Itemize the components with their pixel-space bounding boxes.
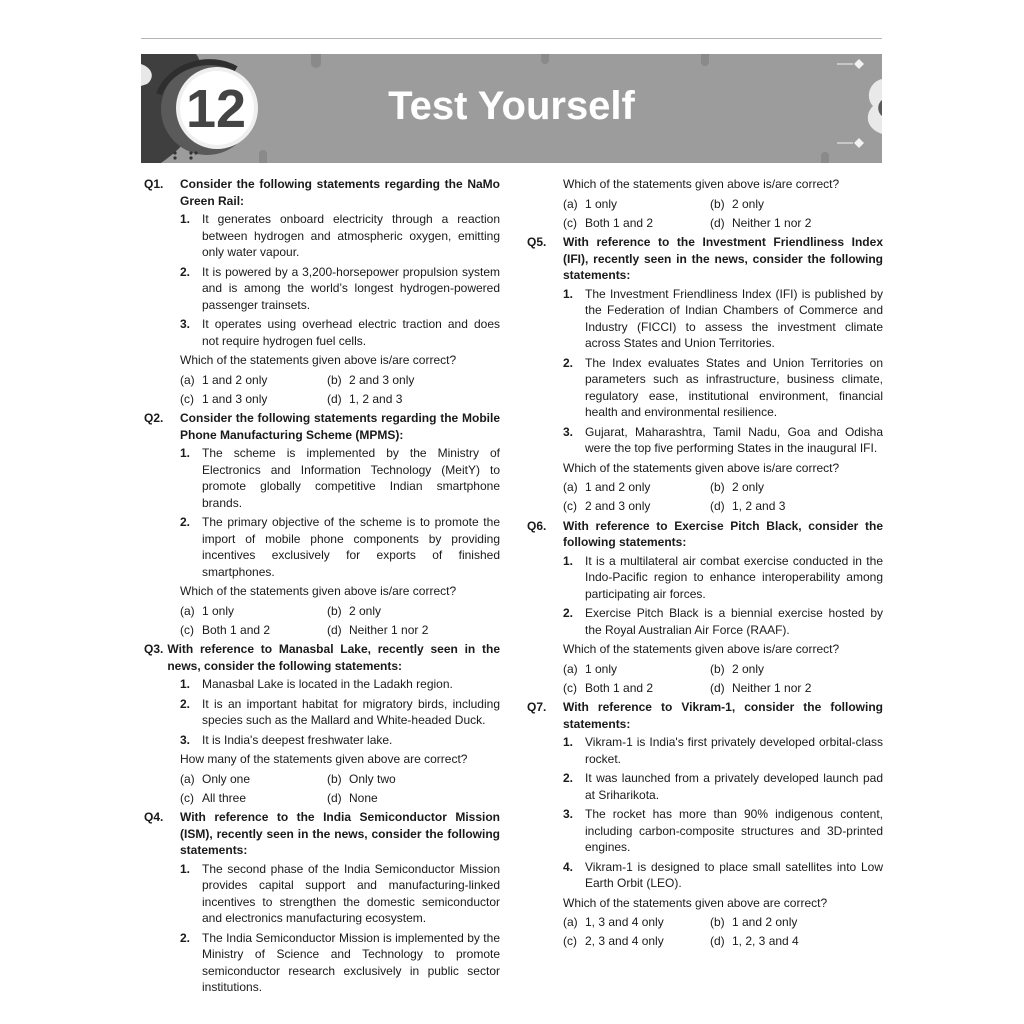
option-letter: (d) [710, 934, 725, 948]
question-block [144, 809, 500, 996]
statement-text: Gujarat, Maharashtra, Tamil Nadu, Goa and Odisha were the top five performing States in the inaugural IFI. [585, 424, 883, 455]
question-block [144, 641, 500, 806]
option-letter: (a) [563, 915, 578, 929]
statement-number: 2. [180, 696, 191, 711]
option-text: 1 and 2 only [202, 372, 268, 387]
option-letter: (b) [327, 372, 342, 387]
statement-text: Exercise Pitch Black is a biennial exercise hosted by the Royal Australian Air Force (RAAF). [585, 606, 883, 637]
option-text: 1 only [585, 196, 618, 211]
statement-number: 2. [180, 264, 191, 279]
option-letter: (c) [180, 622, 194, 637]
option-letter: (a) [180, 603, 195, 618]
statement-text: Vikram-1 is India's first privately developed orbital-class rocket. [585, 735, 883, 766]
statement-number: 3. [180, 732, 191, 747]
option-text: 2 only [732, 661, 765, 676]
option-text: 1, 2, 3 and 4 [732, 934, 799, 948]
answer-option [563, 215, 710, 232]
option-letter: (c) [563, 499, 577, 513]
option-letter: (c) [563, 215, 577, 230]
statement [180, 211, 500, 261]
option-letter: (b) [327, 603, 342, 618]
option-letter: (c) [180, 391, 194, 406]
option-letter: (d) [710, 680, 725, 695]
statement-number: 4. [563, 859, 574, 874]
statement [563, 355, 883, 421]
statement [563, 605, 883, 638]
question-number: Q5. [527, 235, 547, 249]
question-prompt: Which of the statements given above is/are correct? [563, 642, 840, 656]
statement [180, 930, 500, 996]
question-stem [144, 410, 500, 443]
question-stem [527, 699, 883, 732]
answer-options [563, 479, 883, 515]
option-text: 1 only [585, 661, 618, 676]
question-stem [144, 641, 500, 674]
answer-option [327, 790, 500, 807]
question-number: Q3. [144, 642, 164, 656]
statement-text: The primary objective of the scheme is to promote the import of mobile phone components by providing incentives exclusively for exports of finished smartphones. [202, 515, 500, 579]
statement [563, 553, 883, 603]
question-text: With reference to the India Semiconductor Mission (ISM), recently seen in the news, consider the following statements: [180, 810, 500, 857]
answer-option [180, 391, 327, 408]
option-text: 1, 3 and 4 only [585, 915, 664, 929]
answer-option [710, 933, 883, 950]
statement-number: 2. [563, 355, 574, 370]
option-text: 1, 2 and 3 [732, 499, 786, 513]
option-letter: (c) [563, 680, 577, 695]
option-letter: (d) [710, 215, 725, 230]
answer-options [563, 914, 883, 950]
option-text: 1 and 3 only [202, 391, 268, 406]
statement [563, 424, 883, 457]
question-block [527, 518, 883, 697]
question-prompt: Which of the statements given above is/are correct? [180, 353, 457, 367]
statement-text: It is powered by a 3,200-horsepower propulsion system and is among the world’s longest hydrogen-powered passenger trainsets. [202, 264, 500, 312]
answer-option [327, 391, 500, 408]
option-letter: (b) [710, 915, 725, 929]
statement-text: It is an important habitat for migratory birds, including species such as the Mallard and White-headed Duck. [202, 696, 500, 727]
answer-option [180, 771, 327, 788]
question-stem [144, 176, 500, 209]
question-prompt: Which of the statements given above is/are correct? [563, 460, 840, 475]
statement [180, 861, 500, 927]
answer-option [327, 603, 500, 620]
answer-option [180, 790, 327, 807]
statement-text: The scheme is implemented by the Ministry of Electronics and Information Technology (MeitY) to promote globally competitive Indian smartphone brands. [202, 446, 500, 510]
answer-option [563, 479, 710, 496]
question-text: With reference to Vikram-1, consider the following statements: [563, 700, 883, 731]
statement-number: 1. [180, 677, 191, 691]
statement-text: Manasbal Lake is located in the Ladakh region. [202, 677, 453, 691]
option-letter: (b) [710, 661, 725, 676]
answer-options [563, 661, 883, 697]
statement-text: The second phase of the India Semiconductor Mission provides capital support and manufacturing-linked incentives to strengthen the domestic semiconductor and electronics manufacturing ecosystem. [202, 861, 500, 925]
option-letter: (c) [180, 790, 194, 805]
option-text: 1 and 2 only [732, 915, 798, 929]
statement-number: 1. [180, 212, 191, 226]
statement-number: 1. [563, 286, 574, 301]
option-text: None [349, 790, 378, 805]
answer-option [710, 661, 883, 678]
answer-option [710, 196, 883, 213]
statement-text: It generates onboard electricity through a reaction between hydrogen and atmospheric oxygen, emitting only water vapour. [202, 212, 500, 259]
statement [180, 732, 500, 749]
left-column [144, 176, 500, 999]
option-text: Neither 1 nor 2 [732, 680, 812, 695]
statement [563, 286, 883, 352]
option-letter: (d) [327, 790, 342, 805]
statement-text: The Index evaluates States and Union Territories on parameters such as infrastructure, business climate, regulatory ease, institutional environment, financial health and environmental resilience. [585, 355, 883, 419]
option-text: 1, 2 and 3 [349, 391, 403, 406]
statement-number: 1. [563, 735, 574, 749]
statement [180, 514, 500, 580]
statement [180, 696, 500, 729]
option-text: Neither 1 nor 2 [349, 622, 429, 637]
question-text: Consider the following statements regarding the NaMo Green Rail: [180, 177, 500, 208]
statement-text: The Investment Friendliness Index (IFI) is published by the Federation of Indian Chambers of Commerce and Industry (FICCI) to assess the investment climate across States and Union Territories. [585, 286, 883, 350]
option-letter: (a) [180, 372, 195, 387]
answer-option [327, 372, 500, 389]
question-stem [144, 809, 500, 859]
statement [180, 316, 500, 349]
option-letter: (a) [563, 196, 578, 211]
question-block [527, 176, 883, 231]
answer-option [710, 215, 883, 232]
option-letter: (d) [710, 499, 725, 513]
question-number: Q1. [144, 177, 164, 191]
statement [563, 859, 883, 892]
statement-number: 1. [563, 553, 574, 568]
answer-option [327, 622, 500, 639]
statement [180, 445, 500, 511]
answer-option [710, 914, 883, 931]
question-text: With reference to Exercise Pitch Black, consider the following statements: [563, 518, 883, 549]
statement [180, 676, 500, 693]
option-text: Neither 1 nor 2 [732, 215, 812, 230]
question-block [527, 699, 883, 950]
statement [563, 806, 883, 856]
statement-text: It was launched from a privately developed launch pad at Sriharikota. [585, 771, 883, 802]
question-text: With reference to Manasbal Lake, recently seen in the news, consider the following statements: [167, 642, 500, 673]
answer-option [180, 622, 327, 639]
question-prompt: Which of the statements given above is/are correct? [180, 584, 457, 598]
option-letter: (a) [563, 661, 578, 676]
option-letter: (a) [180, 771, 195, 786]
statement-number: 1. [180, 446, 191, 460]
option-text: 2 only [732, 480, 765, 494]
answer-option [710, 479, 883, 496]
question-prompt: Which of the statements given above are correct? [563, 895, 828, 910]
chapter-banner [141, 54, 882, 163]
option-text: 2 only [732, 196, 765, 211]
answer-option [563, 933, 710, 950]
page-title: Test Yourself [388, 84, 635, 128]
statement-number: 3. [563, 807, 574, 821]
statement-text: The rocket has more than 90% indigenous content, including carbon-composite structures and 3D-printed engines. [585, 807, 883, 854]
question-block [144, 410, 500, 638]
statement-text: It operates using overhead electric traction and does not require hydrogen fuel cells. [202, 317, 500, 348]
question-number: Q7. [527, 700, 547, 714]
option-text: Only one [202, 771, 251, 786]
answer-option [327, 771, 500, 788]
answer-options [180, 372, 500, 408]
statement-text: It is India's deepest freshwater lake. [202, 732, 393, 747]
answer-option [710, 680, 883, 697]
statement-number: 1. [180, 861, 191, 876]
statement-number: 2. [180, 515, 191, 529]
statement-text: The India Semiconductor Mission is implemented by the Ministry of Science and Technology to promote semiconductor research exclusively in public sector institutions. [202, 930, 500, 994]
statement-number: 3. [563, 424, 574, 439]
question-number: Q4. [144, 810, 164, 824]
option-text: 1 only [202, 603, 235, 618]
answer-option [710, 498, 883, 515]
option-letter: (b) [710, 196, 725, 211]
question-block [144, 176, 500, 407]
option-letter: (b) [327, 771, 342, 786]
question-stem [527, 234, 883, 284]
option-text: 1 and 2 only [585, 480, 651, 494]
answer-options [180, 771, 500, 807]
answer-option [180, 603, 327, 620]
statement-number: 2. [180, 930, 191, 945]
statement-number: 3. [180, 317, 191, 331]
option-text: 2 and 3 only [585, 499, 651, 513]
answer-option [563, 196, 710, 213]
answer-options [563, 196, 883, 232]
option-text: 2 and 3 only [349, 372, 415, 387]
question-text: With reference to the Investment Friendliness Index (IFI), recently seen in the news, consider the following statements: [563, 235, 883, 282]
statement [563, 734, 883, 767]
option-letter: (a) [563, 480, 578, 494]
option-text: 2, 3 and 4 only [585, 934, 664, 948]
option-text: Both 1 and 2 [585, 680, 654, 695]
answer-option [563, 498, 710, 515]
answer-options [180, 603, 500, 639]
right-column [527, 176, 883, 953]
answer-option [180, 372, 327, 389]
statement-text: Vikram-1 is designed to place small satellites into Low Earth Orbit (LEO). [585, 859, 883, 890]
chapter-number: 12 [185, 79, 247, 139]
option-letter: (d) [327, 622, 342, 637]
question-text: Consider the following statements regarding the Mobile Phone Manufacturing Scheme (MPMS): [180, 411, 500, 442]
option-letter: (b) [710, 480, 725, 494]
option-letter: (d) [327, 391, 342, 406]
option-text: Both 1 and 2 [585, 215, 654, 230]
top-rule [141, 38, 882, 39]
statement-number: 2. [563, 606, 574, 620]
answer-option [563, 661, 710, 678]
answer-option [563, 914, 710, 931]
statement-number: 2. [563, 771, 574, 785]
option-text: Both 1 and 2 [202, 622, 271, 637]
option-text: All three [202, 790, 247, 805]
statement [563, 770, 883, 803]
question-prompt: Which of the statements given above is/are correct? [563, 177, 840, 191]
answer-option [563, 680, 710, 697]
question-stem [527, 518, 883, 551]
question-number: Q6. [527, 518, 547, 533]
statement-text: It is a multilateral air combat exercise conducted in the Indo-Pacific region to enhance interoperability among participating air forces. [585, 553, 883, 601]
option-letter: (c) [563, 934, 577, 948]
option-text: 2 only [349, 603, 382, 618]
statement [180, 264, 500, 314]
question-block [527, 234, 883, 515]
question-prompt: How many of the statements given above are correct? [180, 752, 468, 766]
question-number: Q2. [144, 411, 164, 425]
option-text: Only two [349, 771, 396, 786]
